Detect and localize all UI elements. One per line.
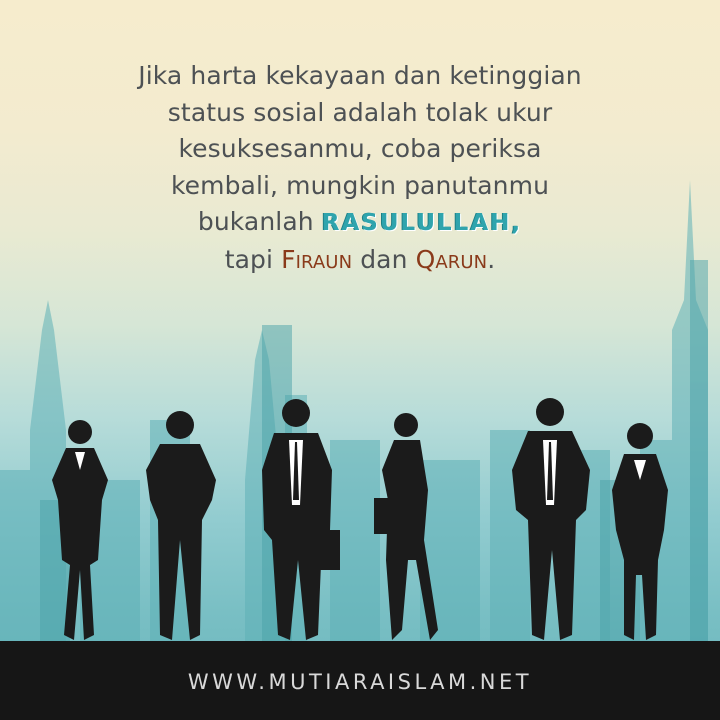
website-url[interactable]: WWW.MUTIARAISLAM.NET [187,670,533,694]
qarun-name: Qarun [415,244,488,274]
quote-line-4: kembali, mungkin panutanmu [170,170,550,200]
quote-line-6-mid: dan [360,244,408,274]
silhouette-man-2 [262,399,340,640]
rasulullah-highlight: RASULULLAH, [321,210,523,236]
silhouette-man-1 [146,411,216,640]
quote-line-1: Jika harta kekayaan dan ketinggian [138,61,582,90]
quote-line-3: kesuksesanmu, coba periksa [178,134,542,163]
silhouette-woman-3 [612,423,668,640]
quote-line-5-prefix: bukanlah [197,207,314,236]
silhouette-man-3 [512,398,590,640]
quote-line-6-prefix: tapi [224,244,274,274]
quote-line-6-end: . [487,244,496,274]
firaun-name: Firaun [281,244,353,274]
quote-line-2: status sosial adalah tolak ukur [167,97,553,127]
silhouette-woman-2 [374,413,438,640]
